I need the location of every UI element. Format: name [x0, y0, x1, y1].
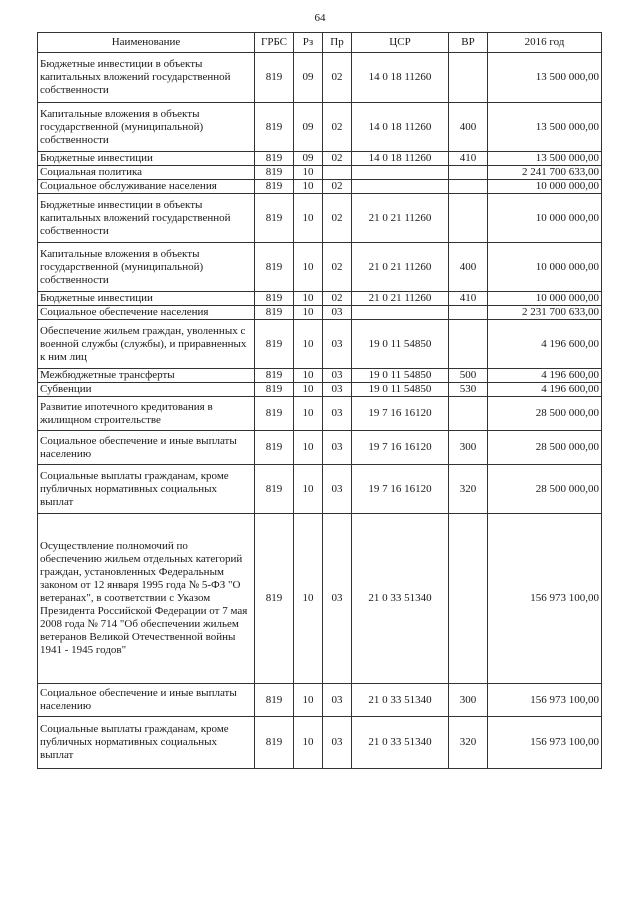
cell-vr: 300 — [449, 684, 488, 717]
cell-csr: 14 0 18 11260 — [352, 53, 449, 103]
cell-rz: 10 — [294, 194, 323, 243]
cell-vr: 320 — [449, 465, 488, 514]
cell-csr: 19 0 11 54850 — [352, 320, 449, 369]
cell-rz: 10 — [294, 717, 323, 769]
cell-grbs: 819 — [255, 292, 294, 306]
header-pr: Пр — [323, 33, 352, 53]
cell-name: Субвенции — [38, 383, 255, 397]
cell-vr — [449, 514, 488, 684]
cell-csr: 14 0 18 11260 — [352, 103, 449, 152]
cell-name: Обеспечение жильем граждан, уволенных с военной службы (службы), и приравненных к ним лиц — [38, 320, 255, 369]
cell-name: Социальная политика — [38, 166, 255, 180]
cell-name: Социальное обеспечение и иные выплаты населению — [38, 684, 255, 717]
header-rz: Рз — [294, 33, 323, 53]
cell-amount: 156 973 100,00 — [488, 717, 602, 769]
cell-vr — [449, 306, 488, 320]
cell-pr: 02 — [323, 53, 352, 103]
cell-name: Социальное обеспечение и иные выплаты населению — [38, 431, 255, 465]
cell-pr: 03 — [323, 431, 352, 465]
cell-csr: 19 7 16 16120 — [352, 465, 449, 514]
cell-csr — [352, 166, 449, 180]
header-year: 2016 год — [488, 33, 602, 53]
cell-grbs: 819 — [255, 717, 294, 769]
cell-vr: 500 — [449, 369, 488, 383]
cell-amount: 2 241 700 633,00 — [488, 166, 602, 180]
cell-amount: 10 000 000,00 — [488, 180, 602, 194]
cell-name: Социальные выплаты гражданам, кроме публичных нормативных социальных выплат — [38, 717, 255, 769]
cell-grbs: 819 — [255, 514, 294, 684]
header-row — [38, 33, 602, 53]
cell-rz: 10 — [294, 684, 323, 717]
cell-rz: 10 — [294, 514, 323, 684]
cell-rz: 09 — [294, 53, 323, 103]
cell-amount: 28 500 000,00 — [488, 397, 602, 431]
table-row — [38, 53, 602, 103]
cell-pr: 03 — [323, 320, 352, 369]
cell-pr: 03 — [323, 383, 352, 397]
cell-csr: 21 0 33 51340 — [352, 514, 449, 684]
cell-csr: 21 0 21 11260 — [352, 243, 449, 292]
header-vr: ВР — [449, 33, 488, 53]
cell-pr: 03 — [323, 684, 352, 717]
cell-csr: 19 7 16 16120 — [352, 431, 449, 465]
cell-amount: 156 973 100,00 — [488, 514, 602, 684]
cell-grbs: 819 — [255, 397, 294, 431]
cell-grbs: 819 — [255, 180, 294, 194]
table-row — [38, 180, 602, 194]
page-number: 64 — [314, 12, 326, 24]
table-row — [38, 152, 602, 166]
cell-name: Социальное обслуживание населения — [38, 180, 255, 194]
cell-pr: 02 — [323, 152, 352, 166]
cell-rz: 10 — [294, 465, 323, 514]
cell-grbs: 819 — [255, 53, 294, 103]
table-row — [38, 306, 602, 320]
cell-pr: 03 — [323, 465, 352, 514]
cell-vr: 400 — [449, 243, 488, 292]
cell-grbs: 819 — [255, 320, 294, 369]
cell-rz: 10 — [294, 180, 323, 194]
table-row — [38, 194, 602, 243]
cell-amount: 4 196 600,00 — [488, 383, 602, 397]
cell-csr: 21 0 21 11260 — [352, 194, 449, 243]
cell-name: Капитальные вложения в объекты государственной (муниципальной) собственности — [38, 103, 255, 152]
cell-vr — [449, 53, 488, 103]
cell-rz: 09 — [294, 103, 323, 152]
cell-rz: 10 — [294, 397, 323, 431]
cell-rz: 10 — [294, 166, 323, 180]
cell-vr: 320 — [449, 717, 488, 769]
cell-csr — [352, 180, 449, 194]
cell-csr: 21 0 33 51340 — [352, 717, 449, 769]
table-row — [38, 243, 602, 292]
cell-amount: 4 196 600,00 — [488, 369, 602, 383]
cell-vr: 530 — [449, 383, 488, 397]
table-row — [38, 514, 602, 684]
table-row — [38, 684, 602, 717]
cell-name: Осуществление полномочий по обеспечению жильем отдельных категорий граждан, установленных Федеральным законом от 12 января 1995 года № 5-ФЗ "О ветеранах", в соответствии с Указом Президента Российской Федерации от 7 мая 2008 года № 714 "Об обеспечении жильем ветеранов Великой Отечественной войны 1941 - 1945 годов" — [38, 514, 255, 684]
cell-csr: 21 0 33 51340 — [352, 684, 449, 717]
cell-name: Бюджетные инвестиции в объекты капитальных вложений государственной собственности — [38, 194, 255, 243]
cell-rz: 10 — [294, 383, 323, 397]
cell-amount: 28 500 000,00 — [488, 465, 602, 514]
cell-csr: 21 0 21 11260 — [352, 292, 449, 306]
cell-vr — [449, 320, 488, 369]
cell-pr: 03 — [323, 306, 352, 320]
table-row — [38, 103, 602, 152]
cell-csr: 19 7 16 16120 — [352, 397, 449, 431]
cell-grbs: 819 — [255, 194, 294, 243]
cell-pr: 02 — [323, 103, 352, 152]
cell-amount: 4 196 600,00 — [488, 320, 602, 369]
table-row — [38, 369, 602, 383]
table-row — [38, 717, 602, 769]
cell-pr: 03 — [323, 514, 352, 684]
cell-name: Бюджетные инвестиции — [38, 152, 255, 166]
header-grbs: ГРБС — [255, 33, 294, 53]
cell-csr — [352, 306, 449, 320]
cell-rz: 10 — [294, 306, 323, 320]
cell-pr: 02 — [323, 243, 352, 292]
table-row — [38, 383, 602, 397]
cell-grbs: 819 — [255, 103, 294, 152]
cell-amount: 28 500 000,00 — [488, 431, 602, 465]
cell-grbs: 819 — [255, 383, 294, 397]
cell-amount: 13 500 000,00 — [488, 53, 602, 103]
cell-rz: 10 — [294, 320, 323, 369]
cell-name: Развитие ипотечного кредитования в жилищном строительстве — [38, 397, 255, 431]
cell-grbs: 819 — [255, 243, 294, 292]
cell-vr — [449, 166, 488, 180]
cell-grbs: 819 — [255, 166, 294, 180]
cell-pr: 02 — [323, 194, 352, 243]
cell-amount: 13 500 000,00 — [488, 152, 602, 166]
cell-pr: 02 — [323, 292, 352, 306]
cell-rz: 10 — [294, 369, 323, 383]
cell-name: Бюджетные инвестиции — [38, 292, 255, 306]
cell-pr: 02 — [323, 180, 352, 194]
cell-amount: 156 973 100,00 — [488, 684, 602, 717]
cell-rz: 09 — [294, 152, 323, 166]
cell-name: Социальное обеспечение населения — [38, 306, 255, 320]
cell-name: Капитальные вложения в объекты государственной (муниципальной) собственности — [38, 243, 255, 292]
cell-amount: 10 000 000,00 — [488, 194, 602, 243]
cell-vr: 410 — [449, 152, 488, 166]
cell-name: Межбюджетные трансферты — [38, 369, 255, 383]
cell-amount: 13 500 000,00 — [488, 103, 602, 152]
cell-csr: 19 0 11 54850 — [352, 369, 449, 383]
header-name: Наименование — [38, 33, 255, 53]
cell-vr: 410 — [449, 292, 488, 306]
cell-pr: 03 — [323, 397, 352, 431]
cell-grbs: 819 — [255, 465, 294, 514]
table-row — [38, 465, 602, 514]
cell-csr: 14 0 18 11260 — [352, 152, 449, 166]
cell-amount: 10 000 000,00 — [488, 292, 602, 306]
cell-rz: 10 — [294, 243, 323, 292]
cell-grbs: 819 — [255, 684, 294, 717]
cell-name: Бюджетные инвестиции в объекты капитальных вложений государственной собственности — [38, 53, 255, 103]
cell-grbs: 819 — [255, 306, 294, 320]
cell-name: Социальные выплаты гражданам, кроме публичных нормативных социальных выплат — [38, 465, 255, 514]
cell-grbs: 819 — [255, 369, 294, 383]
table-row — [38, 397, 602, 431]
table-row — [38, 166, 602, 180]
table-row — [38, 431, 602, 465]
cell-amount: 10 000 000,00 — [488, 243, 602, 292]
cell-pr: 03 — [323, 369, 352, 383]
cell-amount: 2 231 700 633,00 — [488, 306, 602, 320]
cell-vr — [449, 180, 488, 194]
table-row — [38, 292, 602, 306]
budget-table — [37, 32, 602, 769]
cell-vr: 300 — [449, 431, 488, 465]
cell-vr — [449, 194, 488, 243]
cell-rz: 10 — [294, 431, 323, 465]
cell-vr: 400 — [449, 103, 488, 152]
cell-grbs: 819 — [255, 152, 294, 166]
cell-pr — [323, 166, 352, 180]
cell-pr: 03 — [323, 717, 352, 769]
cell-grbs: 819 — [255, 431, 294, 465]
table-row — [38, 320, 602, 369]
cell-vr — [449, 397, 488, 431]
cell-csr: 19 0 11 54850 — [352, 383, 449, 397]
header-csr: ЦСР — [352, 33, 449, 53]
cell-rz: 10 — [294, 292, 323, 306]
